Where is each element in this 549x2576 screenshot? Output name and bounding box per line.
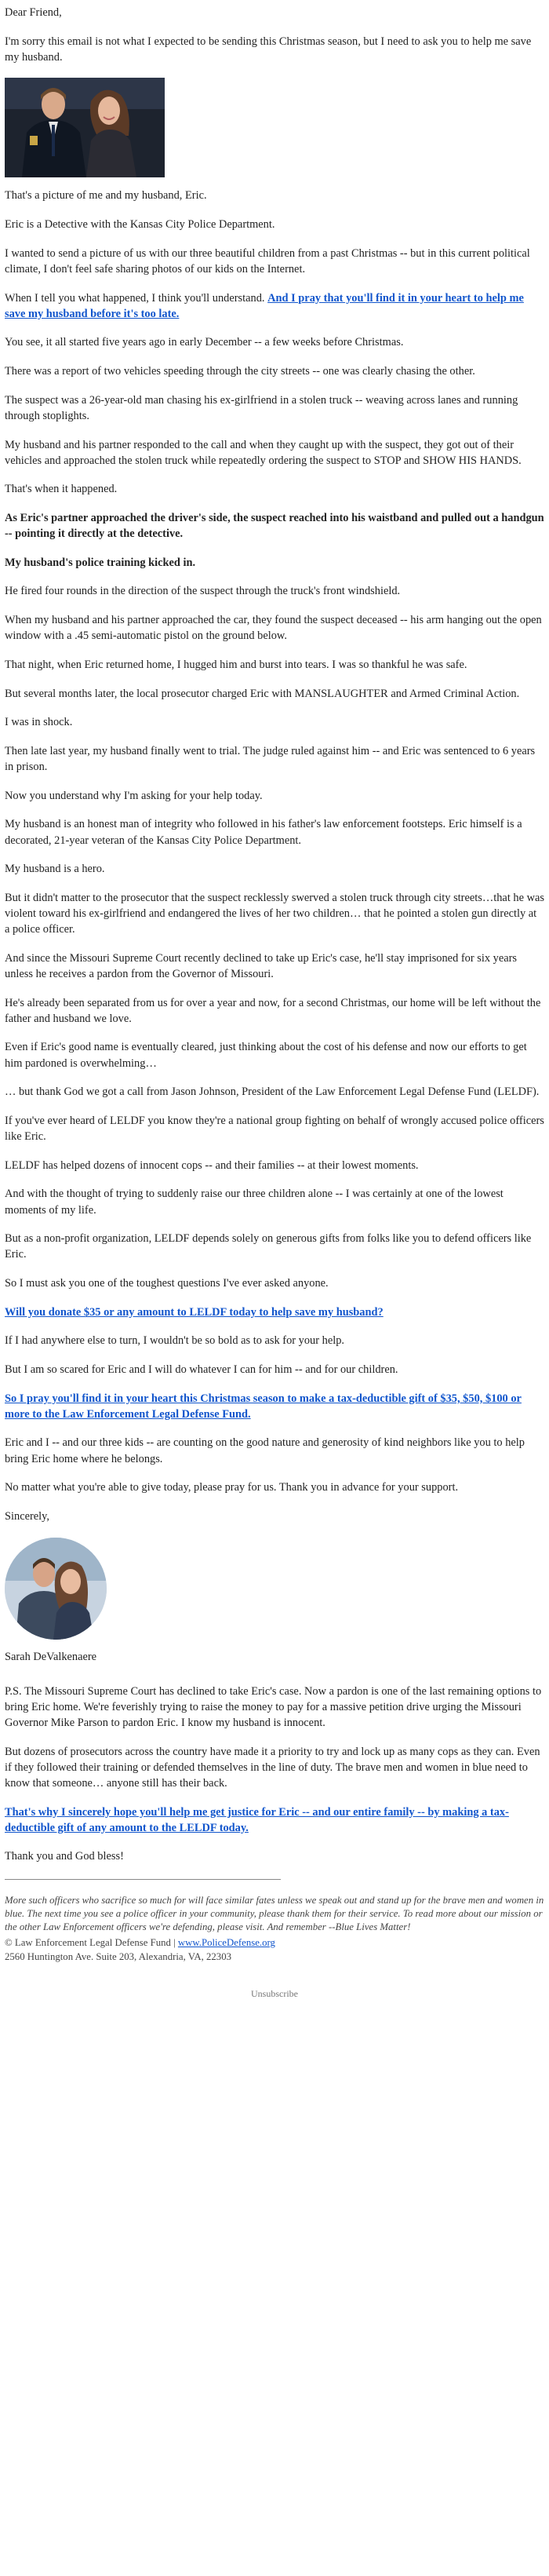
paragraph: That night, when Eric returned home, I hugged him and burst into tears. I was so thankful he was safe. [5, 658, 467, 671]
paragraph: But dozens of prosecutors across the country have made it a priority to try and lock up as many cops as they can. Even if they followed their training or defended themselves in the line of duty. The brave men and women in blue need to know that someone… anyone still has their back. [5, 1745, 540, 1790]
paragraph: I was in shock. [5, 716, 73, 729]
paragraph: But several months later, the local prosecutor charged Eric with MANSLAUGHTER and Armed Criminal Action. [5, 687, 520, 700]
paragraph: But as a non-profit organization, LELDF depends solely on generous gifts from folks like you to defend officers like Eric. [5, 1232, 532, 1261]
greeting: Dear Friend, [5, 6, 62, 19]
paragraph [5, 1391, 544, 1422]
paragraph: Now you understand why I'm asking for your help today. [5, 789, 263, 802]
paragraph: … but thank God we got a call from Jason Johnson, President of the Law Enforcement Legal Defense Fund (LELDF). [5, 1085, 540, 1099]
paragraph: He fired four rounds in the direction of the suspect through the truck's front windshield. [5, 585, 401, 598]
bold-paragraph: My husband's police training kicked in. [5, 556, 196, 569]
footer-message: More such officers who sacrifice so much for will face similar fates unless we speak out and stand up for the brave men and women in blue. The next time you see a police officer in your community, please thank them for their service. To read more about our mission or the other Law Enforcement officers we're defending, please visit. And remember --Blue Lives Matter! [5, 1894, 544, 1933]
paragraph: My husband and his partner responded to the call and when they caught up with the suspect, they got out of their vehicles and approached the stolen truck while repeatedly ordering the suspect to STOP and SHOW HIS HANDS. [5, 438, 522, 467]
paragraph: Sincerely, [5, 1509, 50, 1523]
unsubscribe-link[interactable]: Unsubscribe [251, 1987, 298, 1999]
donate-link[interactable]: So I pray you'll find it in your heart this Christmas season to make a tax-deductible gift of $35, $50, $100 or more to the Law Enforcement Legal Defense Fund. [5, 1392, 522, 1421]
paragraph: He's already been separated from us for over a year and now, for a second Christmas, our home will be left without the father and husband we love. [5, 996, 541, 1025]
paragraph: That's a picture of me and my husband, Eric. [5, 189, 207, 203]
paragraph: And with the thought of trying to suddenly raise our three children alone -- I was certainly at one of the lowest moments of my life. [5, 1188, 504, 1217]
paragraph: And since the Missouri Supreme Court recently declined to take up Eric's case, he'll stay imprisoned for six years unless he receives a pardon from the Governor of Missouri. [5, 951, 517, 980]
donate-link[interactable]: And I pray that you'll find it in your heart to help me save my husband before it's too late. [5, 291, 524, 320]
donate-link[interactable]: That's why I sincerely hope you'll help me get justice for Eric -- and our entire family -- by making a tax-deductible gift of any amount to the LELDF today. [5, 1805, 509, 1834]
paragraph: So I must ask you one of the toughest questions I've ever asked anyone. [5, 1277, 329, 1290]
paragraph-text: When I tell you what happened, I think you'll understand. [5, 291, 268, 305]
bold-paragraph: As Eric's partner approached the driver's side, the suspect reached into his waistband and pulled out a handgun -- pointing it directly at the detective. [5, 512, 544, 541]
footer-address: 2560 Huntington Ave. Suite 203, Alexandria, VA, 22303 [5, 1950, 231, 1962]
signature-photo [5, 1538, 107, 1640]
paragraph: Thank you and God bless! [5, 1850, 124, 1863]
paragraph [5, 1304, 544, 1320]
footer-org [5, 1936, 544, 1950]
paragraph: My husband is an honest man of integrity who followed in his father's law enforcement footsteps. Eric himself is a decorated, 21-year veteran of the Kansas City Police Department. [5, 818, 522, 847]
paragraph: But it didn't matter to the prosecutor that the suspect recklessly swerved a stolen truck through city streets…that he was violent toward his ex-girlfriend and endangered the lives of her two children… that he pointed a stolen gun directly at a police officer. [5, 891, 544, 936]
paragraph: No matter what you're able to give today, please pray for us. Thank you in advance for your support. [5, 1481, 459, 1494]
paragraph: I'm sorry this email is not what I expected to be sending this Christmas season, but I need to ask you to help me save my husband. [5, 35, 532, 64]
signature-name: Sarah DeValkenaere [5, 1650, 97, 1663]
paragraph: Even if Eric's good name is eventually cleared, just thinking about the cost of his defense and now our efforts to get him pardoned is overwhelming… [5, 1041, 527, 1070]
divider [5, 1879, 281, 1880]
paragraph: That's when it happened. [5, 483, 118, 496]
paragraph: There was a report of two vehicles speeding through the city streets -- one was clearly chasing the other. [5, 365, 475, 378]
paragraph: My husband is a hero. [5, 863, 105, 876]
paragraph: LELDF has helped dozens of innocent cops -- and their families -- at their lowest moments. [5, 1158, 419, 1172]
paragraph: The suspect was a 26-year-old man chasing his ex-girlfriend in a stolen truck -- weaving across lanes and running through stoplights. [5, 393, 518, 422]
paragraph: You see, it all started five years ago in early December -- a few weeks before Christmas. [5, 336, 404, 349]
footer-org-name: © Law Enforcement Legal Defense Fund | [5, 1937, 178, 1949]
paragraph [5, 290, 544, 322]
paragraph: Eric is a Detective with the Kansas City Police Department. [5, 218, 275, 232]
couple-photo [5, 78, 165, 177]
paragraph: I wanted to send a picture of us with our three beautiful children from a past Christmas -- but in this current political climate, I don't feel safe sharing photos of our kids on the Internet. [5, 246, 530, 275]
paragraph: P.S. The Missouri Supreme Court has declined to take Eric's case. Now a pardon is one of the last remaining options to bring Eric home. We're feverishly trying to raise the money to pay for a massive petition drive urging the Missouri Governor Mike Parson to pardon Eric. I know my husband is innocent. [5, 1684, 542, 1730]
paragraph: Then late last year, my husband finally went to trial. The judge ruled against him -- and Eric was sentenced to 6 years in prison. [5, 744, 536, 774]
unsubscribe-area [5, 1964, 544, 2009]
website-link[interactable]: www.PoliceDefense.org [177, 1937, 275, 1949]
paragraph: When my husband and his partner approached the car, they found the suspect deceased -- his arm hanging out the open window with a .45 semi-automatic pistol on the ground below. [5, 614, 542, 643]
paragraph: Eric and I -- and our three kids -- are counting on the good nature and generosity of kind neighbors like you to help bring Eric home where he belongs. [5, 1436, 525, 1465]
paragraph: But I am so scared for Eric and I will do whatever I can for him -- and for our children. [5, 1363, 398, 1376]
paragraph: If you've ever heard of LELDF you know they're a national group fighting on behalf of wrongly accused police officers like Eric. [5, 1114, 544, 1144]
paragraph: If I had anywhere else to turn, I wouldn't be so bold as to ask for your help. [5, 1334, 345, 1348]
donate-link[interactable]: Will you donate $35 or any amount to LELDF today to help save my husband? [5, 1305, 384, 1319]
paragraph [5, 1804, 544, 1836]
